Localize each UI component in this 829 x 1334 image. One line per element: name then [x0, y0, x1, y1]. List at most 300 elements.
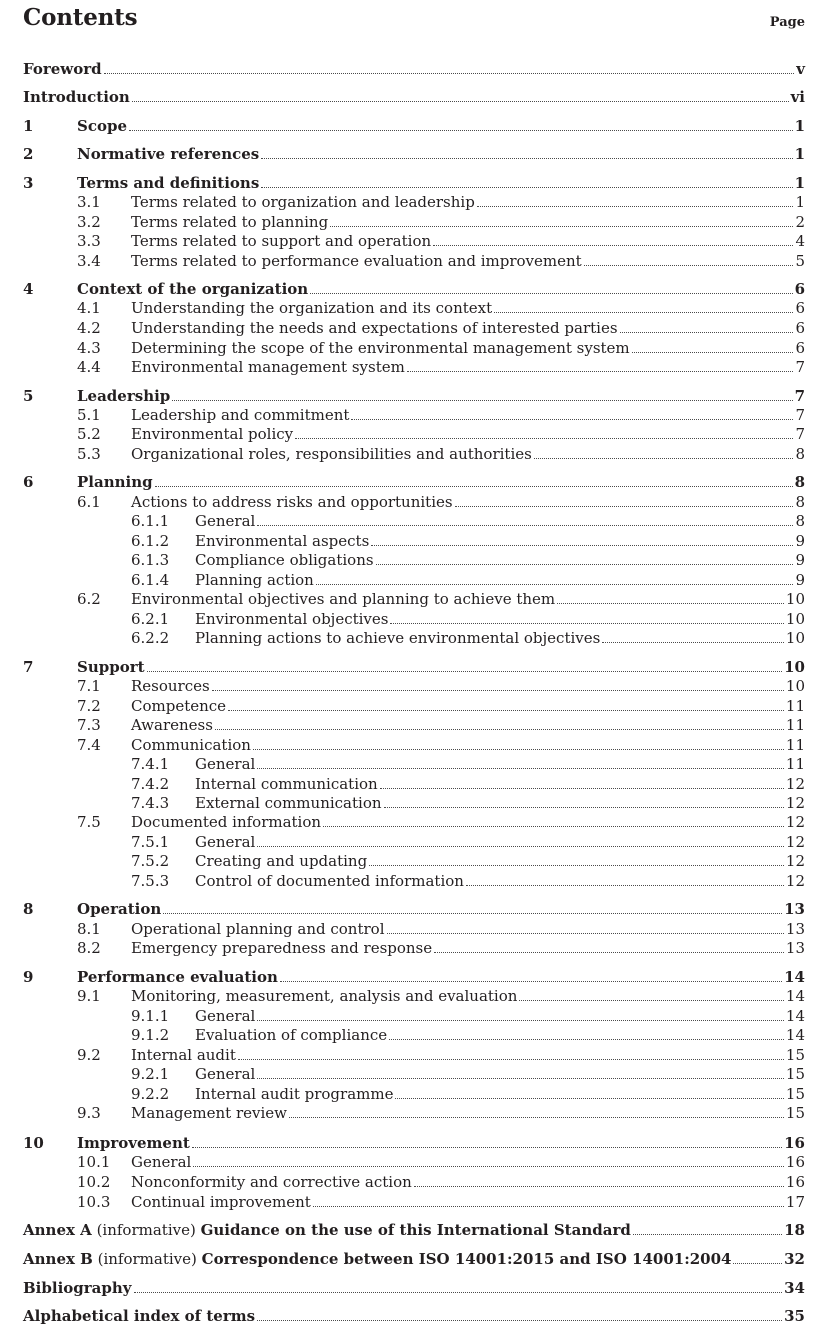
toc-title-part: Compliance obligations [195, 551, 374, 569]
toc-title [195, 871, 464, 891]
toc-entry [131, 231, 805, 251]
dot-leader [253, 748, 784, 750]
toc-subclause-entry[interactable] [0, 405, 829, 425]
toc-entry [23, 59, 805, 79]
toc-title [131, 986, 517, 1006]
toc-subclause-entry[interactable] [0, 938, 829, 958]
toc-title [131, 212, 328, 232]
toc-title [77, 657, 145, 677]
toc-page-number: 13 [784, 900, 805, 918]
toc-clause-entry[interactable] [0, 472, 829, 492]
toc-subclause-entry[interactable] [0, 696, 829, 716]
toc-number: 7.4.2 [131, 775, 170, 793]
toc-title [77, 386, 170, 406]
toc-number: 8 [23, 900, 34, 918]
dot-leader [172, 399, 792, 401]
toc-page-number: 10 [785, 590, 805, 608]
toc-title-part: Environmental policy [131, 425, 294, 443]
dot-leader [534, 457, 794, 459]
toc-title-part: Determining the scope of the environmental management system [131, 339, 630, 357]
dot-leader [519, 999, 783, 1001]
toc-page-number: 17 [785, 1193, 805, 1211]
toc-number: 9.2.2 [131, 1085, 170, 1103]
dot-leader [477, 205, 794, 207]
toc-number: 2 [23, 145, 34, 163]
toc-title-part: Guidance on the use of this International Standard [200, 1221, 631, 1239]
toc-title [77, 899, 161, 919]
toc-number: 6 [23, 473, 34, 491]
toc-title-part: Understanding the organization and its context [131, 299, 493, 317]
dot-leader [387, 932, 784, 934]
toc-clause-entry[interactable] [0, 144, 829, 164]
toc-title [195, 1084, 393, 1104]
dot-leader [257, 524, 793, 526]
toc-subclause-entry[interactable] [0, 1025, 829, 1045]
toc-entry [23, 1220, 805, 1240]
toc-subclause-entry[interactable] [0, 1152, 829, 1172]
dot-leader [455, 505, 794, 507]
dot-leader [351, 418, 793, 420]
toc-title-part: (informative) [92, 1250, 202, 1268]
toc-title-part: Management review [131, 1104, 287, 1122]
toc-title-part: Emergency preparedness and response [131, 939, 433, 957]
toc-title-part: Correspondence between ISO 14001:2015 and ISO 14001:2004 [201, 1250, 732, 1268]
toc-number: 7.5.3 [131, 872, 170, 890]
toc-clause-entry[interactable] [0, 279, 829, 299]
toc-entry [131, 357, 805, 377]
toc-title [131, 405, 349, 425]
toc-title [131, 318, 618, 338]
toc-title-part: Operation [77, 900, 162, 918]
toc-title [195, 832, 255, 852]
toc-subclause-entry[interactable] [0, 589, 829, 609]
toc-title-part: Monitoring, measurement, analysis and evaluation [131, 987, 518, 1005]
toc-subclause-entry[interactable] [0, 1064, 829, 1084]
toc-entry [77, 1133, 805, 1153]
toc-subclause-entry[interactable] [0, 628, 829, 648]
toc-number: 4.4 [77, 358, 101, 376]
toc-title-part: (informative) [91, 1221, 201, 1239]
toc-page-number: 4 [795, 232, 805, 250]
toc-title-part: Terms related to organization and leadership [131, 193, 475, 211]
toc-subclause-entry[interactable] [0, 832, 829, 852]
toc-number: 9.1.1 [131, 1007, 170, 1025]
toc-entry [77, 472, 805, 492]
toc-title-part: Annex A [23, 1221, 92, 1239]
toc-subclause-entry[interactable] [0, 1192, 829, 1212]
toc-title-part: Planning action [195, 571, 314, 589]
toc-subclause-entry[interactable] [0, 298, 829, 318]
toc-page-number: 11 [785, 716, 805, 734]
dot-leader [376, 563, 794, 565]
toc-title-part: General [195, 1065, 256, 1083]
toc-subclause-entry[interactable] [0, 754, 829, 774]
toc-number: 9 [23, 968, 34, 986]
toc-subclause-entry[interactable] [0, 424, 829, 444]
toc-subclause-entry[interactable] [0, 570, 829, 590]
toc-number: 3.2 [77, 213, 101, 231]
toc-page-number: 14 [785, 1026, 805, 1044]
toc-page-number: 15 [785, 1085, 805, 1103]
toc-title [77, 144, 259, 164]
toc-page-number: 8 [795, 493, 805, 511]
toc-entry [195, 550, 805, 570]
toc-entry [131, 589, 805, 609]
toc-number: 9.2 [77, 1046, 101, 1064]
toc-page-number: 12 [785, 794, 805, 812]
toc-entry [131, 212, 805, 232]
toc-clause-entry[interactable] [0, 173, 829, 193]
toc-page-number: 15 [785, 1046, 805, 1064]
toc-front-entry[interactable] [0, 1306, 829, 1326]
toc-title [131, 1103, 287, 1123]
dot-leader [584, 264, 794, 266]
toc-title [195, 531, 369, 551]
toc-subclause-entry[interactable] [0, 812, 829, 832]
toc-title [131, 298, 492, 318]
toc-page-number: 9 [795, 571, 805, 589]
toc-title [195, 511, 255, 531]
toc-title-part: Documented information [131, 813, 322, 831]
toc-number: 10 [23, 1134, 44, 1152]
toc-title-part: Terms related to performance evaluation and improvement [131, 252, 582, 270]
toc-title [131, 192, 475, 212]
toc-entry [131, 192, 805, 212]
toc-title-part: Operational planning and control [131, 920, 385, 938]
toc-page-number: 8 [795, 445, 805, 463]
toc-title [195, 609, 388, 629]
toc-page-number: v [796, 60, 805, 78]
page-title: Contents [23, 4, 138, 31]
toc-number: 7.5.2 [131, 852, 170, 870]
toc-page-number: 12 [785, 872, 805, 890]
dot-leader [132, 100, 789, 102]
toc-subclause-entry[interactable] [0, 793, 829, 813]
toc-front-entry[interactable] [0, 87, 829, 107]
dot-leader [733, 1262, 782, 1264]
dot-leader [257, 1019, 784, 1021]
toc-subclause-entry[interactable] [0, 774, 829, 794]
toc-title-part: Terms and definitions [77, 174, 260, 192]
toc-number: 5 [23, 387, 34, 405]
dot-leader [466, 884, 784, 886]
toc-number: 7.4.3 [131, 794, 170, 812]
toc-entry [131, 338, 805, 358]
dot-leader [261, 157, 792, 159]
dot-leader [494, 311, 793, 313]
toc-page-number: 8 [795, 512, 805, 530]
toc-subclause-entry[interactable] [0, 1172, 829, 1192]
toc-entry [77, 899, 805, 919]
toc-entry [131, 1103, 805, 1123]
dot-leader [632, 351, 794, 353]
toc-title-part: Performance evaluation [77, 968, 278, 986]
toc-page-number: 14 [785, 1007, 805, 1025]
toc-subclause-entry[interactable] [0, 986, 829, 1006]
toc-page-number: 12 [785, 852, 805, 870]
toc-number: 5.3 [77, 445, 101, 463]
dot-leader [261, 186, 792, 188]
toc-page-number: 8 [794, 473, 805, 491]
toc-entry [131, 919, 805, 939]
toc-title-part: Annex B [23, 1250, 93, 1268]
toc-page-number: 11 [785, 755, 805, 773]
toc-subclause-entry[interactable] [0, 1103, 829, 1123]
toc-subclause-entry[interactable] [0, 609, 829, 629]
toc-subclause-entry[interactable] [0, 251, 829, 271]
toc-title-part: Actions to address risks and opportunities [131, 493, 453, 511]
toc-entry [131, 251, 805, 271]
toc-number: 6.1.4 [131, 571, 170, 589]
toc-entry [195, 871, 805, 891]
dot-leader [433, 244, 793, 246]
toc-page-number: 32 [784, 1250, 805, 1268]
toc-title-part: General [195, 833, 256, 851]
toc-number: 7.3 [77, 716, 101, 734]
dot-leader [289, 1116, 784, 1118]
dot-leader [134, 1291, 783, 1293]
toc-title-part: Internal audit [131, 1046, 236, 1064]
toc-title [195, 793, 382, 813]
toc-subclause-entry[interactable] [0, 676, 829, 696]
toc-entry [131, 938, 805, 958]
toc-title [131, 589, 555, 609]
toc-title [131, 492, 453, 512]
toc-entry [131, 812, 805, 832]
dot-leader [557, 602, 784, 604]
toc-page-number: 7 [795, 406, 805, 424]
toc-subclause-entry[interactable] [0, 550, 829, 570]
toc-clause-entry[interactable] [0, 386, 829, 406]
toc-title-part: Alphabetical index of terms [23, 1307, 256, 1325]
toc-page-number: 10 [785, 677, 805, 695]
toc-title-part: Support [77, 658, 145, 676]
toc-page-number: 1 [794, 117, 805, 135]
toc-title-part: Awareness [131, 716, 213, 734]
toc-entry [131, 715, 805, 735]
toc-page-number: 7 [794, 387, 805, 405]
toc-front-entry[interactable] [0, 59, 829, 79]
toc-number: 4 [23, 280, 34, 298]
toc-title [131, 676, 210, 696]
toc-entry [195, 1064, 805, 1084]
toc-title-part: Environmental objectives [195, 610, 389, 628]
toc-title-part: Planning actions to achieve environmental objectives [195, 629, 601, 647]
toc-entry [131, 1045, 805, 1065]
toc-number: 7.4.1 [131, 755, 170, 773]
dot-leader [212, 689, 784, 691]
toc-number: 7.2 [77, 697, 101, 715]
toc-page-number: vi [790, 88, 805, 106]
toc-entry [131, 1172, 805, 1192]
toc-page-number: 16 [784, 1134, 805, 1152]
toc-title-part: Planning [77, 473, 153, 491]
toc-subclause-entry[interactable] [0, 871, 829, 891]
toc-number: 5.2 [77, 425, 101, 443]
dot-leader [193, 1165, 784, 1167]
toc-entry [131, 676, 805, 696]
toc-number: 9.2.1 [131, 1065, 170, 1083]
toc-title [77, 173, 259, 193]
toc-entry [23, 1278, 805, 1298]
toc-page-number: 6 [795, 319, 805, 337]
toc-subclause-entry[interactable] [0, 318, 829, 338]
toc-number: 9.3 [77, 1104, 101, 1122]
dot-leader [323, 825, 784, 827]
toc-title [131, 696, 226, 716]
toc-number: 6.1.2 [131, 532, 170, 550]
toc-clause-entry[interactable] [0, 657, 829, 677]
toc-page-number: 16 [785, 1153, 805, 1171]
toc-page-number: 10 [785, 629, 805, 647]
toc-title [23, 1306, 255, 1326]
toc-page-number: 9 [795, 551, 805, 569]
toc-subclause-entry[interactable] [0, 357, 829, 377]
toc-page-number: 7 [795, 358, 805, 376]
toc-number: 6.1.3 [131, 551, 170, 569]
dot-leader [238, 1058, 784, 1060]
toc-entry [131, 298, 805, 318]
toc-title-part: External communication [195, 794, 382, 812]
toc-title-part: Creating and updating [195, 852, 368, 870]
dot-leader [129, 129, 793, 131]
toc-entry [131, 444, 805, 464]
toc-clause-entry[interactable] [0, 1133, 829, 1153]
toc-title [195, 754, 255, 774]
toc-number: 7.1 [77, 677, 101, 695]
toc-title-part: Internal communication [195, 775, 378, 793]
toc-title [195, 1064, 255, 1084]
toc-clause-entry[interactable] [0, 899, 829, 919]
toc-number: 9.1 [77, 987, 101, 1005]
toc-entry [195, 1006, 805, 1026]
toc-title-part: General [131, 1153, 192, 1171]
toc-number: 6.2.2 [131, 629, 170, 647]
toc-subclause-entry[interactable] [0, 231, 829, 251]
toc-title-part: Understanding the needs and expectations of interested parties [131, 319, 618, 337]
toc-entry [131, 405, 805, 425]
toc-entry [131, 986, 805, 1006]
toc-page-number: 6 [795, 339, 805, 357]
toc-title [195, 1006, 255, 1026]
dot-leader [330, 225, 793, 227]
dot-leader [395, 1097, 783, 1099]
dot-leader [155, 485, 793, 487]
toc-clause-entry[interactable] [0, 967, 829, 987]
toc-title-part: Scope [77, 117, 128, 135]
toc-page-number: 12 [785, 813, 805, 831]
toc-title [131, 357, 405, 377]
dot-leader [389, 1038, 784, 1040]
toc-subclause-entry[interactable] [0, 192, 829, 212]
toc-page-number: 14 [784, 968, 805, 986]
toc-title-part: Resources [131, 677, 210, 695]
toc-number: 3 [23, 174, 34, 192]
toc-entry [195, 1084, 805, 1104]
toc-subclause-entry[interactable] [0, 1045, 829, 1065]
toc-subclause-entry[interactable] [0, 212, 829, 232]
toc-title-part: Environmental objectives and planning to achieve them [131, 590, 556, 608]
dot-leader [380, 787, 784, 789]
toc-number: 1 [23, 117, 34, 135]
toc-title [77, 1133, 190, 1153]
toc-subclause-entry[interactable] [0, 511, 829, 531]
toc-subclause-entry[interactable] [0, 1084, 829, 1104]
dot-leader [384, 806, 784, 808]
toc-title-part: Introduction [23, 88, 130, 106]
toc-title-part: General [195, 1007, 256, 1025]
toc-number: 7.5 [77, 813, 101, 831]
toc-number: 8.1 [77, 920, 101, 938]
dot-leader [390, 622, 783, 624]
toc-front-entry[interactable] [0, 1278, 829, 1298]
toc-front-entry[interactable] [0, 1249, 829, 1269]
dot-leader [192, 1146, 782, 1148]
toc-title-part: Foreword [23, 60, 102, 78]
toc-title-part: Improvement [77, 1134, 190, 1152]
toc-number: 4.2 [77, 319, 101, 337]
toc-title [131, 338, 630, 358]
toc-title-part: Context of the organization [77, 280, 309, 298]
toc-title-part: Communication [131, 736, 251, 754]
dot-leader [104, 72, 795, 74]
toc-title-part: Leadership and commitment [131, 406, 350, 424]
toc-subclause-entry[interactable] [0, 715, 829, 735]
toc-entry [131, 696, 805, 716]
toc-title [131, 735, 251, 755]
toc-subclause-entry[interactable] [0, 444, 829, 464]
toc-number: 3.1 [77, 193, 101, 211]
toc-page-number: 14 [785, 987, 805, 1005]
toc-number: 7 [23, 658, 34, 676]
toc-number: 6.2.1 [131, 610, 170, 628]
toc-subclause-entry[interactable] [0, 338, 829, 358]
toc-subclause-entry[interactable] [0, 735, 829, 755]
toc-subclause-entry[interactable] [0, 492, 829, 512]
toc-title [77, 116, 127, 136]
dot-leader [620, 331, 794, 333]
toc-page-number: 12 [785, 833, 805, 851]
toc-number: 10.2 [77, 1173, 111, 1191]
toc-front-entry[interactable] [0, 1220, 829, 1240]
toc-title [23, 1220, 631, 1240]
toc-title [131, 1045, 236, 1065]
toc-page-number: 6 [794, 280, 805, 298]
dot-leader [215, 728, 784, 730]
dot-leader [602, 641, 784, 643]
dot-leader [414, 1185, 784, 1187]
toc-entry [77, 657, 805, 677]
toc-entry [131, 1152, 805, 1172]
toc-clause-entry[interactable] [0, 116, 829, 136]
toc-subclause-entry[interactable] [0, 851, 829, 871]
toc-entry [195, 628, 805, 648]
toc-subclause-entry[interactable] [0, 919, 829, 939]
toc-title [131, 919, 385, 939]
toc-subclause-entry[interactable] [0, 531, 829, 551]
toc-title [131, 424, 293, 444]
toc-page-number: 16 [785, 1173, 805, 1191]
dot-leader [257, 1077, 784, 1079]
toc-number: 10.3 [77, 1193, 111, 1211]
toc-number: 4.1 [77, 299, 101, 317]
toc-page-number: 10 [785, 610, 805, 628]
toc-subclause-entry[interactable] [0, 1006, 829, 1026]
dot-leader [313, 1205, 784, 1207]
toc-title-part: General [195, 755, 256, 773]
toc-title [195, 774, 378, 794]
toc-number: 9.1.2 [131, 1026, 170, 1044]
